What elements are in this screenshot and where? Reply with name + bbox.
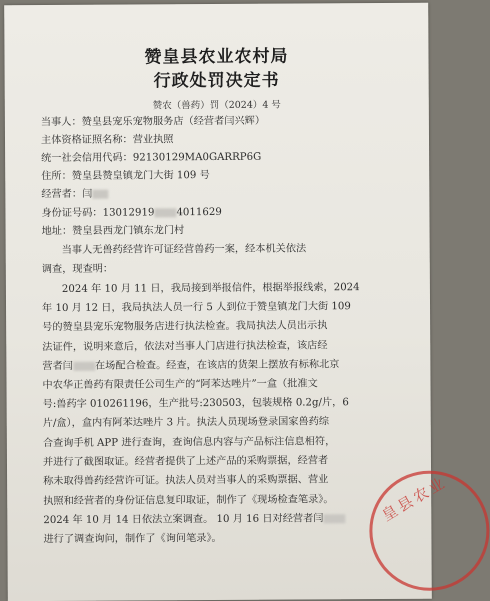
body-line: 执照和经营者的身份证信息复印取证，制作了《现场检查笔录》。 <box>43 494 334 508</box>
id-number-field <box>41 206 221 221</box>
document-number: 赞农（兽药）罚（2024）4 号 <box>152 99 281 112</box>
party-field: 当事人：赞皇县宠乐宠物服务店（经营者闫兴辉） <box>40 115 266 129</box>
credit-code-field: 统一社会信用代码：92130129MA0GARRP6G <box>41 151 262 165</box>
body-line: 调查，现查明： <box>41 263 114 276</box>
body-line: 当事人无兽药经营许可证经营兽药一案，经本机关依法 <box>61 243 307 256</box>
body-line: 进行了调查询问，制作了《询问笔录》。 <box>43 532 222 546</box>
agency-title: 赞皇县农业农村局 <box>144 46 289 68</box>
id-prefix: 身份证号码：13012919 <box>41 207 155 220</box>
body-line: 中农华正兽药有限责任公司生产的“阿苯达唑片”一盒（批准文 <box>42 378 318 392</box>
redaction-mark <box>154 208 176 217</box>
body-line: 2024 年 10 月 14 日依法立案调查。 10 月 16 日对经营者闫 <box>43 512 345 528</box>
body-line: 年 10 月 12 日，我局执法人员一行 5 人到位于赞皇镇龙门大街 109 <box>42 301 351 315</box>
id-suffix: 4011629 <box>176 206 222 219</box>
body-line: 称未取得兽药经营许可证。执法人员对当事人的采购票据、营业 <box>43 474 329 488</box>
official-seal <box>369 470 490 591</box>
penalty-decision-document <box>4 3 451 601</box>
residence-field: 地址：赞皇县西龙门镇东龙门村 <box>41 225 185 238</box>
operator-field <box>41 188 108 202</box>
body-line: 营者闫 在场配合检查。经查，在该店的货架上摆放有标称北京 <box>42 359 340 373</box>
address-field: 住所：赞皇县赞皇镇龙门大街 109 号 <box>41 170 210 183</box>
seal-text: 皇县农业 <box>378 472 451 525</box>
redaction-mark <box>92 189 108 198</box>
body-line: 片/盒），盒内有阿苯达唑片 3 片。执法人员现场登录国家兽药综 <box>42 416 330 430</box>
operator-label: 经营者：闫 <box>41 188 93 201</box>
license-name-field: 主体资格证照名称：营业执照 <box>40 134 174 147</box>
redaction-mark <box>73 361 95 370</box>
body-line: 2024 年 10 月 11 日，我局接到举报信件，根据举报线索，2024 <box>61 282 360 295</box>
redaction-mark <box>323 514 345 523</box>
body-line: 合查询手机 APP 进行查询，查询信息内容与产品标注信息相符， <box>42 436 336 450</box>
body-line: 号的赞皇县宠乐宠物服务店进行执法检查。我局执法人员出示执 <box>42 320 328 334</box>
body-line: 号:兽药字 010261196，生产批号:230503，包装规格 0.2g/片，6 <box>42 397 349 411</box>
body-line: 并进行了截图取证。经营者提供了上述产品的采购票据，经营者 <box>42 455 329 469</box>
body-line: 法证件，说明来意后，依法对当事人门店进行执法检查，该店经 <box>42 340 328 354</box>
document-title: 行政处罚决定书 <box>153 70 280 92</box>
